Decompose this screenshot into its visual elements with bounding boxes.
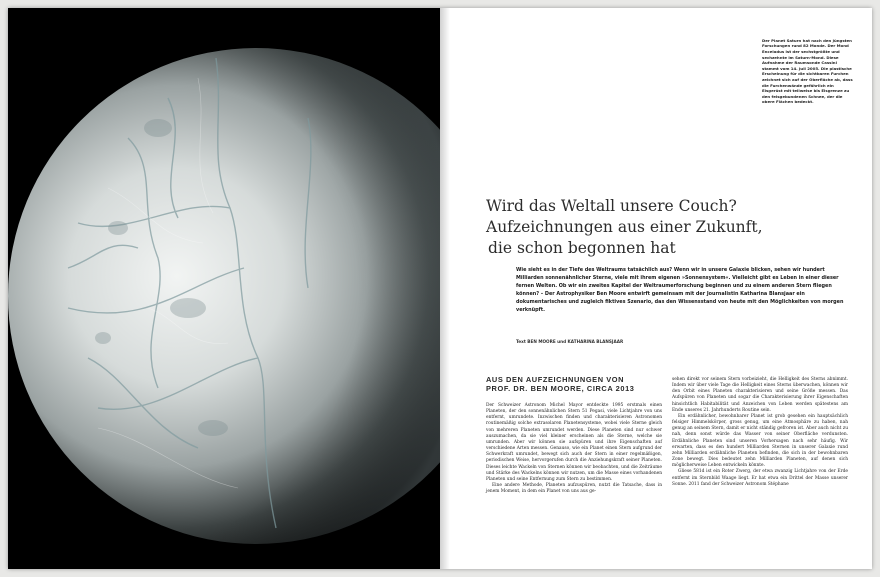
image-caption: Der Planet Saturn hat nach den jüngsten Forschungen rund 82 Monde. Der Mond Enceladus ist der sechstgrößte und sechzehnte im Saturn-Mond. Diese Aufnahme der Raumsonde Cassini stammt vom 14. Juli 2005. Die plastische Erscheinung für die sichtbaren Furchen zeichnet sich auf der Oberfläche ab, dass die Furchenwände gefährlich ein Eisgerüst mit teilweise bis Eisgrenze zu den felsgebundenen Schnee, der die obere Flächen bedeckt.	[762, 37, 853, 105]
article-page	[440, 8, 872, 569]
lead-paragraph: Wie sieht es in der Tiefe des Weltraums tatsächlich aus? Wenn wir in unsere Galaxie blicken, sehen wir hundert Milliarden sonnenähnlicher Sterne, viele mit ihrem eigenen »Sonnensystem«. Vielleicht gibt es Leben in einer dieser fernen Welten. Ob wir ein zweites Kapitel der Weltraumerforschung beginnen und zu einem anderen Stern fliegen können? – Der Astrophysiker Ben Moore entwirft gemeinsam mit der Journalistin Katharina Blansjaar ein dokumentarisches und zugleich fiktives Szenario, das den Wissensstand von heute mit den Möglichkeiten von morgen verknüpft.	[516, 267, 844, 314]
body-paragraph: Gliese 581d ist ein Roter Zwerg, der etwa zwanzig Lichtjahre von der Erde entfernt im Sternbild Waage liegt. Er hat etwa ein Drittel der Masse unserer Sonne. 2011 fand der Schweizer Astronom Stéphane	[672, 469, 848, 487]
section-heading-line-1: AUS DEN AUFZEICHNUNGEN VON	[486, 375, 625, 384]
section-heading	[486, 375, 656, 393]
section-heading-line-2: PROF. DR. BEN MOORE, CIRCA 2013	[486, 384, 635, 393]
headline-line-2: Aufzeichnungen aus einer Zukunft,	[486, 218, 763, 236]
enceladus-moon-image	[8, 8, 440, 569]
body-column-1	[486, 403, 662, 495]
body-paragraph: Der Schweizer Astronom Michel Mayor entdeckte 1995 erstmals einen Planeten, der den sonnenähnlichen Stern 51 Pegasi, viele Lichtjahre von uns entfernt, umrundete. Inzwischen finden und charakterisieren Astronomen routinemäßig solche extrasolaren Planetensysteme, wobei viele Sterne gleich von mehreren Planeten umrundet werden. Diese Planeten sind nur schwer auszumachen, da sie viel kleiner erscheinen als die Sterne, welche sie umrunden. Aber wir können sie aufspüren und ihre Eigenschaften auf verschiedene Arten messen. Genauso, wie ein Planet einen Stern aufgrund der Schwerkraft umrundet, bewegt sich auch der Stern in einer regelmäßigen, periodischen Weise, hervorgerufen durch die Anziehungskraft seiner Planeten. Dieses leichte Wackeln von Sternen können wir beobachten, und die Zeiträume und Stärke des Wackelns können wir nutzen, um die Masse eines vorhandenen Planeten und seine Entfernung zum Stern zu bestimmen.	[486, 403, 662, 482]
headline-line-3: die schon begonnen hat	[488, 239, 676, 257]
body-paragraph: Ein erdähnlicher, bewohnbarer Planet ist grob gesehen ein hauptsächlich felsiger Himmelskörper, gross genug, um eine Atmosphäre zu haben, nah genug an seinem Stern, damit er nicht ständig gefroren ist. Aber auch nicht zu nah, denn sonst würde das Wasser von seiner Oberfläche verdunsten. Erdähnliche Planeten sind unseren Vorhersagen nach sehr häufig. Wir erwarten, dass es den hundert Milliarden Sternen in unserer Galaxie rund zehn Milliarden erdähnliche Planeten befinden, die sich in der bewohnbaren Zone bewegt. Dies bedeutet zehn Milliarden Planeten, auf denen sich möglicherweise Leben entwickeln könnte.	[672, 413, 848, 469]
headline-line-1: Wird das Weltall unsere Couch?	[486, 197, 737, 215]
body-paragraph: Eine andere Methode, Planeten aufzuspüren, nutzt die Tatsache, dass in jenem Moment, in dem ein Planet von uns aus ge-	[486, 483, 662, 495]
body-column-2	[672, 377, 848, 488]
byline: Text BEN MOORE und KATHARINA BLANSJAAR	[516, 339, 624, 344]
magazine-spread	[8, 8, 872, 569]
body-paragraph: sehen direkt vor seinem Stern vorbeizieht, die Helligkeit des Sterns abnimmt. Indem wir über viele Tage die Helligkeit eines Sterns überwachen, können wir den Orbit eines Planeten charakterisieren und seine Größe messen. Das Aufspüren von Planeten und sogar die Charakterisierung ihrer Eigenschaften hinsichtlich Habitabilität und Anzeichen von Leben werden spätestens am Ende unseres 21. Jahrhunderts Routine sein.	[672, 377, 848, 413]
moon-photo-page	[8, 8, 440, 569]
article-headline	[486, 196, 806, 259]
